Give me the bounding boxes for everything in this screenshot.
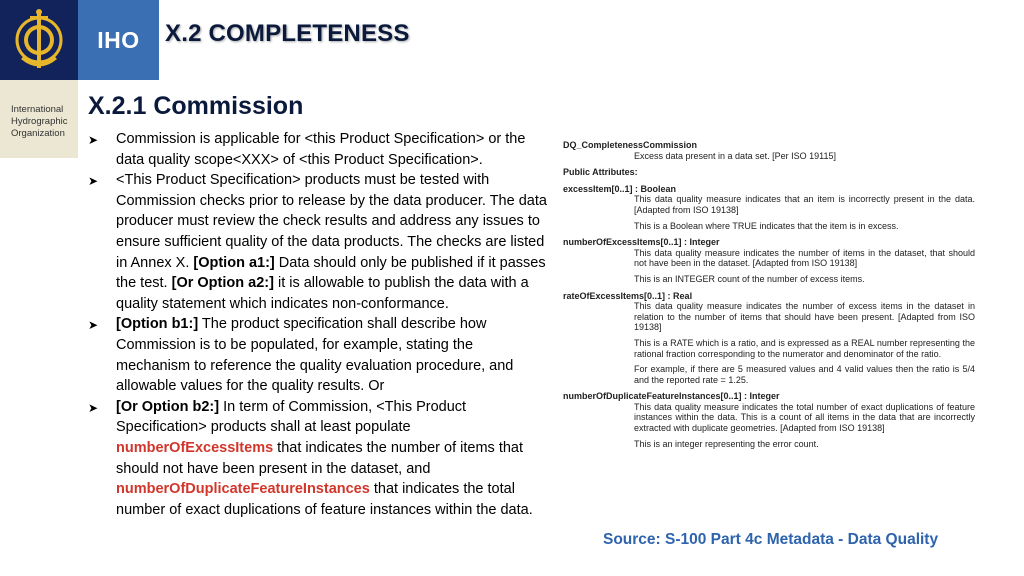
- attribute-description: This data quality measure indicates that an item is incorrectly present in the data. [Adapted from ISO 19138]: [634, 194, 975, 215]
- attribute-description: This data quality measure indicates the number of excess items in the dataset in relation to the number of items that should have been present. [Adapted from ISO 19138]: [634, 301, 975, 333]
- list-item: [88, 170, 548, 314]
- arrow-bullet-icon: ➤: [88, 318, 99, 333]
- attribute-name: excessItem[0..1] : Boolean: [563, 183, 677, 194]
- organization-panel: [0, 80, 78, 158]
- option-label: [Or Option a2:]: [171, 275, 274, 292]
- page-title: X.2 COMPLETENESS: [165, 20, 410, 47]
- attribute-highlight: numberOfDuplicateFeatureInstances: [116, 481, 370, 498]
- class-name: DQ_CompletenessCommission: [563, 140, 698, 150]
- list-item: [88, 397, 548, 521]
- bullet-text: [Or Option b2:] In term of Commission, <This Product Specification> products shall at least populate numberOfExcessItems that indicates the number of items that should not have been present in the dataset, and numberOfDuplicateFeatureInstances that indicates the total number of exact duplications of feature instances within the data.: [116, 398, 533, 518]
- attribute-note: This is an integer representing the error count.: [634, 438, 819, 449]
- attribute-name: numberOfExcessItems[0..1] : Integer: [563, 237, 720, 248]
- bullet-text: Commission is applicable for <this Product Specification> or the data quality scope<XXX> of <this Product Specification>.: [116, 131, 526, 168]
- attribute-description: This data quality measure indicates the total number of exact duplications of feature instances within the data. This is a count of all items in the data that are incorrectly extracted with duplicate geometries. [Adapted from ISO 19138]: [634, 401, 975, 434]
- attribute-example: For example, if there are 5 measured values and 4 valid values then the ratio is 5/4 and the reported rate = 1.25.: [634, 364, 975, 385]
- attribute-block: [563, 184, 975, 231]
- list-item: [88, 314, 548, 396]
- iho-label-panel: [78, 0, 159, 80]
- arrow-bullet-icon: ➤: [88, 133, 99, 147]
- logo-panel: [0, 0, 78, 80]
- attribute-block: [563, 291, 975, 386]
- bullet-list: [88, 129, 548, 520]
- list-item: [88, 129, 548, 170]
- option-label: [Option b1:]: [116, 316, 199, 333]
- attribute-note: This is an INTEGER count of the number of excess items.: [634, 273, 865, 284]
- iho-abbreviation: IHO: [97, 26, 140, 53]
- organization-name: International Hydrographic Organization: [11, 104, 68, 139]
- attribute-note: This is a Boolean where TRUE indicates that the item is in excess.: [634, 220, 899, 231]
- iho-emblem-icon: [0, 0, 78, 80]
- attribute-block: [563, 391, 975, 449]
- attribute-block: [563, 237, 975, 284]
- bullet-text: [Option b1:] The product specification shall describe how Commission is to be populated, for example, stating the mechanism to reference the quality evaluation procedure, and allowable values for the quality results. Or: [116, 316, 514, 395]
- arrow-bullet-icon: ➤: [88, 400, 99, 415]
- attribute-description: This data quality measure indicates the number of items in the dataset, that should not have been in the dataset. [Adapted from ISO 19138]: [634, 247, 975, 269]
- attribute-name: numberOfDuplicateFeatureInstances[0..1] : Integer: [563, 391, 780, 402]
- arrow-bullet-icon: ➤: [88, 174, 99, 189]
- attribute-highlight: numberOfExcessItems: [116, 439, 274, 456]
- attribute-note: This is a RATE which is a ratio, and is expressed as a REAL number representing the rational fraction corresponding to the numerator and denominator of the ratio.: [634, 337, 975, 359]
- class-description: Excess data present in a data set. [Per ISO 19115]: [634, 150, 836, 161]
- spec-figure: [563, 140, 975, 449]
- option-label: [Option a1:]: [193, 254, 275, 271]
- public-attributes-heading: Public Attributes:: [563, 167, 638, 178]
- source-citation: Source: S-100 Part 4c Metadata - Data Quality: [603, 531, 939, 548]
- attribute-name: rateOfExcessItems[0..1] : Real: [563, 290, 693, 301]
- section-heading: X.2.1 Commission: [88, 92, 304, 120]
- option-label: [Or Option b2:]: [116, 398, 220, 415]
- bullet-text: <This Product Specification> products must be tested with Commission checks prior to release by the data producer. The data producer must review the check results and address any issues to ensure sufficient quality of the data products. The checks are listed in Annex X. [Option a1:] Data should only be published if it passes the test. [Or Option a2:] it is allowable to publish the data with a quality statement which indicates non-conformance.: [116, 172, 547, 312]
